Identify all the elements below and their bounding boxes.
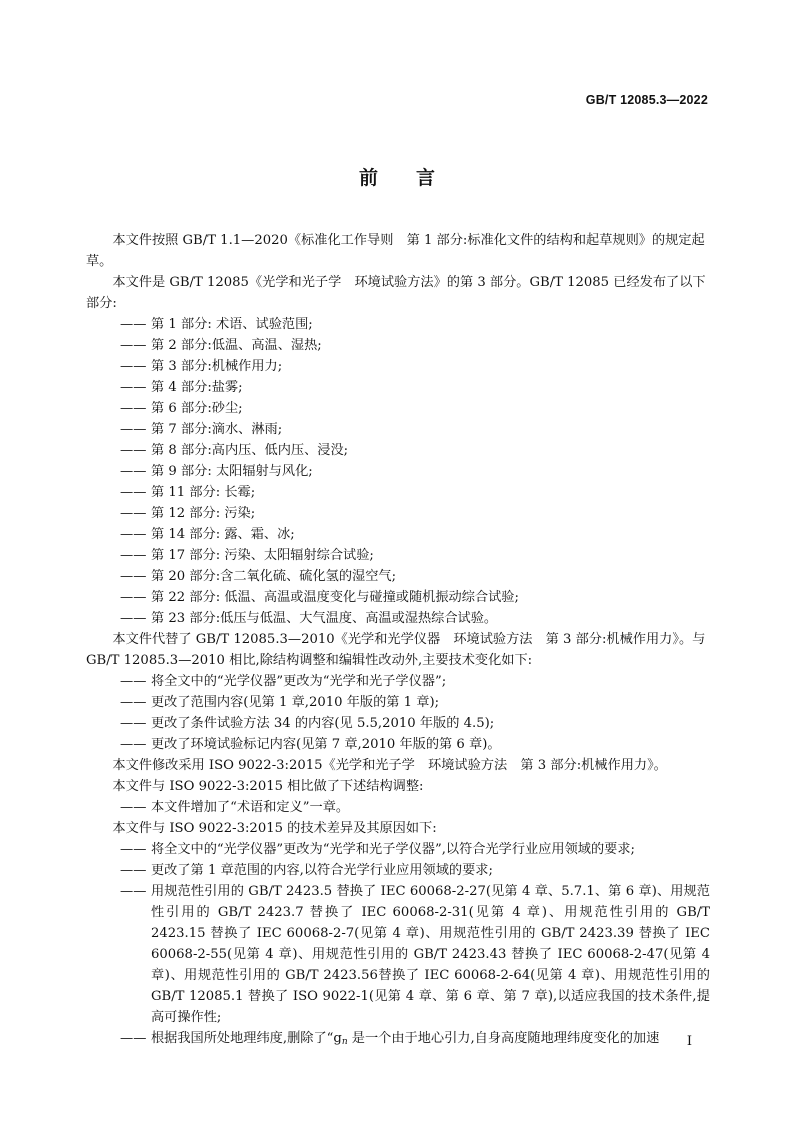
paragraph-series-parts: 本文件是 GB/T 12085《光学和光子学 环境试验方法》的第 3 部分。GB/T 12085 已经发布了以下部分: bbox=[86, 275, 706, 311]
parts-list bbox=[86, 314, 710, 629]
list-item: —— 第 14 部分: 露、霜、冰; bbox=[120, 527, 295, 542]
list-item: —— 第 12 部分: 污染; bbox=[120, 506, 256, 521]
list-item: —— 第 17 部分: 污染、太阳辐射综合试验; bbox=[120, 548, 374, 563]
list-item: —— 第 23 部分:低压与低温、大气温度、高温或湿热综合试验。 bbox=[120, 611, 498, 626]
list-item: —— 更改了环境试验标记内容(见第 7 章,2010 年版的第 6 章)。 bbox=[120, 737, 501, 752]
page-number: I bbox=[686, 1034, 692, 1049]
list-item: —— 第 2 部分:低温、高温、湿热; bbox=[120, 338, 322, 353]
list-item: —— 根据我国所处地理纬度,删除了“$g_n$ 是一个由于地心引力,自身高度随地理纬度变化的加速 bbox=[120, 1031, 660, 1047]
paragraph-structural-changes: 本文件与 ISO 9022-3:2015 相比做了下述结构调整: bbox=[112, 779, 424, 794]
paragraph-technical-differences: 本文件与 ISO 9022-3:2015 的技术差异及其原因如下: bbox=[112, 821, 437, 836]
list-item: —— 本文件增加了“术语和定义”一章。 bbox=[120, 800, 350, 815]
list-item: —— 第 6 部分:砂尘; bbox=[120, 401, 243, 416]
list-item: —— 用规范性引用的 GB/T 2423.5 替换了 IEC 60068-2-27(见第 4 章、5.7.1、第 6 章)、用规范性引用的 GB/T 2423.7 替换了 IEC 60068-2-31(见第 4 章)、用规范性引用的 GB/T 2423.15 替换了 IEC 60068-2-7(见第 4 章)、用规范性引用的 GB/T 2423.39 替换了 IEC 60068-2-55(见第 4 章)、用规范性引用的 GB/T 2423.43 替换了 IEC 60068-2-47(见第 4 章)、用规范性引用的 GB/T 2423.56替换了 IEC 60068-2-64(见第 4 章)、用规范性引用的 GB/T 12085.1 替换了 ISO 9022-1(见第 4 章、第 6 章、第 7 章),以适应我国的技术条件,提高可操作性; bbox=[120, 884, 710, 1025]
list-item: —— 将全文中的“光学仪器”更改为“光学和光子学仪器”,以符合光学行业应用领域的要求; bbox=[120, 842, 635, 857]
paragraph-modified-adoption: 本文件修改采用 ISO 9022-3:2015《光学和光子学 环境试验方法 第 3 部分:机械作用力》。 bbox=[112, 758, 667, 773]
standard-number: GB/T 12085.3—2022 bbox=[585, 93, 708, 107]
list-item: —— 第 3 部分:机械作用力; bbox=[120, 359, 283, 374]
differences-list bbox=[86, 839, 710, 1053]
list-item: —— 第 8 部分:高内压、低内压、浸没; bbox=[120, 443, 349, 458]
list-item: —— 第 22 部分: 低温、高温或温度变化与碰撞或随机振动综合试验; bbox=[120, 590, 519, 605]
list-item: —— 第 9 部分: 太阳辐射与风化; bbox=[120, 464, 313, 479]
subscript-n: n bbox=[341, 1037, 348, 1047]
list-item: —— 第 7 部分:滴水、淋雨; bbox=[120, 422, 283, 437]
paragraph-drafting-rules: 本文件按照 GB/T 1.1—2020《标准化工作导则 第 1 部分:标准化文件的结构和起草规则》的规定起草。 bbox=[86, 233, 705, 269]
changes-list bbox=[86, 671, 710, 755]
list-item: —— 更改了条件试验方法 34 的内容(见 5.5,2010 年版的 4.5); bbox=[120, 716, 495, 731]
list-item: —— 第 4 部分:盐雾; bbox=[120, 380, 243, 395]
document-body bbox=[86, 230, 710, 1053]
page-title: 前言 bbox=[358, 167, 473, 189]
list-item: —— 更改了范围内容(见第 1 章,2010 年版的第 1 章); bbox=[120, 695, 440, 710]
list-item: —— 第 11 部分: 长霉; bbox=[120, 485, 256, 500]
list-item: —— 更改了第 1 章范围的内容,以符合光学行业应用领域的要求; bbox=[120, 863, 493, 878]
list-item: —— 第 20 部分:含二氧化硫、硫化氢的湿空气; bbox=[120, 569, 397, 584]
paragraph-replaces: 本文件代替了 GB/T 12085.3—2010《光学和光学仪器 环境试验方法 第 3 部分:机械作用力》。与 GB/T 12085.3—2010 相比,除结构调整和编辑性改动外,主要技术变化如下: bbox=[86, 632, 706, 668]
list-item: —— 第 1 部分: 术语、试验范围; bbox=[120, 317, 313, 332]
list-item: —— 将全文中的“光学仪器”更改为“光学和光子学仪器”; bbox=[120, 674, 447, 689]
